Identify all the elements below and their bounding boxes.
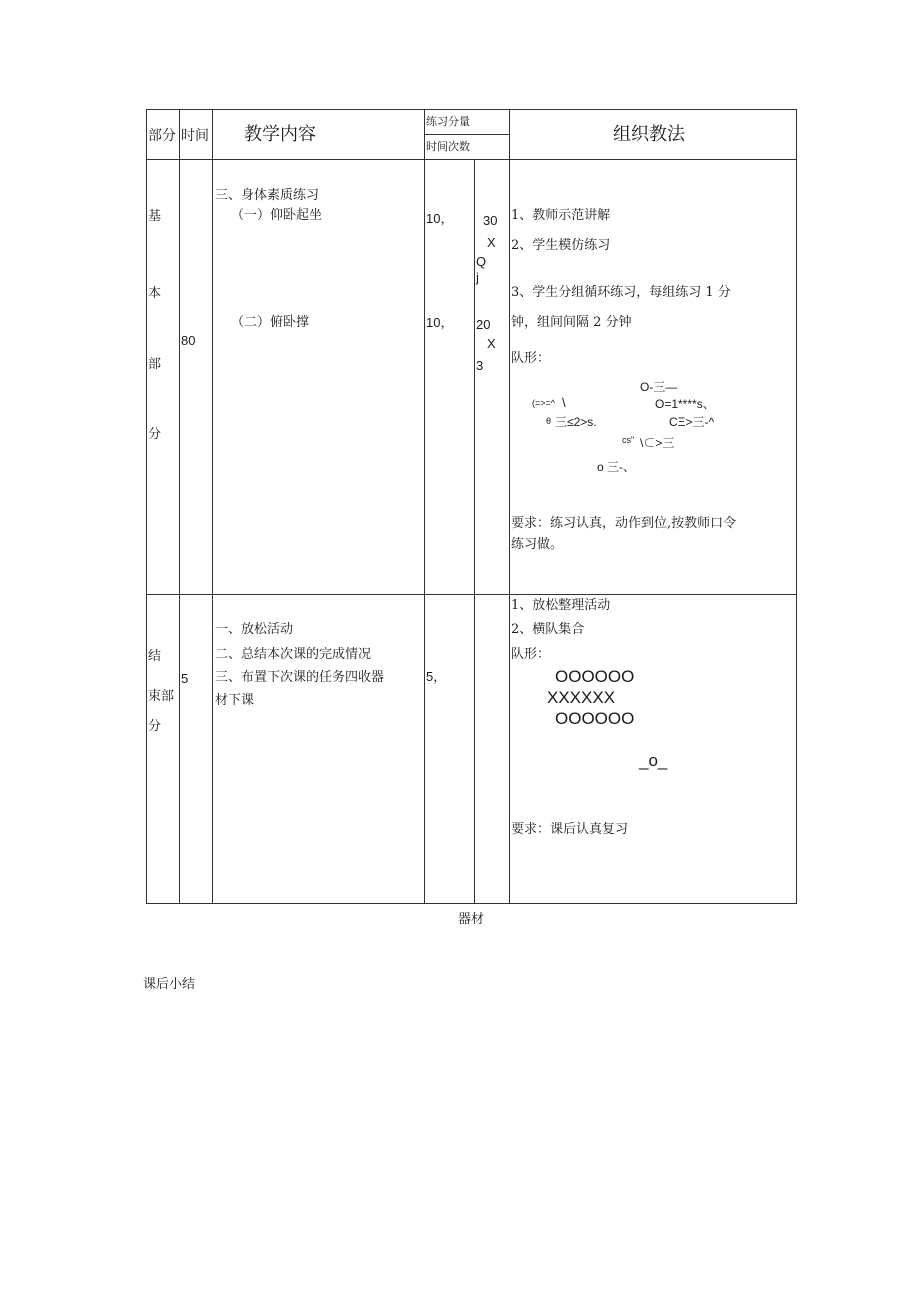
ending-formation-row-2: XXXXXX	[547, 688, 616, 707]
formation-line-6a: cs"	[622, 435, 635, 445]
basic-item2-count-3: 3	[476, 358, 484, 373]
ending-item-summary: 二、总结本次课的完成情况	[215, 647, 372, 662]
basic-time: 80	[181, 333, 196, 348]
basic-method-3-line1: 3、学生分组循环练习，每组练习 1 分	[511, 285, 731, 300]
basic-item1-count-3: Q	[476, 254, 487, 269]
header-practice-divider	[424, 134, 509, 135]
header-time: 时间	[181, 128, 209, 144]
formation-line-7: o 三-、	[597, 460, 636, 474]
ending-method-1: 1、放松整理活动	[511, 598, 611, 613]
col-divider-content-practice	[424, 109, 425, 904]
table-section-divider	[146, 594, 797, 595]
basic-part-char-4: 分	[148, 427, 162, 442]
formation-line-3: O=1****s、	[655, 397, 715, 411]
col-divider-practice-method	[509, 109, 510, 904]
table-border-right	[796, 109, 797, 904]
header-method: 组织教法	[613, 124, 685, 145]
col-divider-part-time	[179, 109, 180, 904]
basic-part-char-2: 本	[148, 286, 162, 301]
ending-requirement: 要求：课后认真复习	[511, 822, 629, 837]
basic-part-char-1: 基	[148, 209, 162, 224]
basic-requirement-line2: 练习做。	[511, 537, 564, 552]
table-border-bottom	[146, 903, 797, 904]
header-content: 教学内容	[244, 124, 316, 145]
basic-content-heading: 三、身体素质练习	[215, 188, 320, 203]
ending-item-time: 5，	[426, 669, 447, 684]
basic-method-2: 2、学生模仿练习	[511, 238, 611, 253]
formation-line-4a: θ	[546, 416, 552, 426]
ending-formation-row-3: OOOOOO	[555, 709, 635, 728]
ending-item-assign: 三、布置下次课的任务四收器	[215, 670, 385, 685]
col-divider-time-content	[212, 109, 213, 904]
ending-formation-label: 队形：	[511, 647, 551, 662]
basic-item1-count-2: X	[487, 235, 496, 250]
ending-method-2: 2、横队集合	[511, 622, 585, 637]
basic-method-1: 1、教师示范讲解	[511, 208, 611, 223]
basic-item-pushups: （二）俯卧撑	[231, 315, 310, 330]
formation-line-1: O-三—	[640, 380, 678, 394]
header-practice-count: 时间次数	[426, 140, 470, 153]
table-border-top	[146, 109, 797, 110]
basic-part-char-3: 部	[148, 357, 162, 372]
basic-item2-count-1: 20	[476, 317, 491, 332]
ending-item-relax: 一、放松活动	[215, 622, 294, 637]
ending-part-char-2: 束部	[148, 689, 175, 704]
basic-item1-time: 10，	[426, 211, 454, 226]
formation-line-6b: \⊂>三	[640, 436, 675, 450]
basic-method-3-line2: 钟，组间间隔 2 分钟	[511, 315, 632, 330]
basic-item-situps: （一）仰卧起坐	[231, 208, 323, 223]
header-part: 部分	[148, 128, 176, 144]
ending-formation-row-1: OOOOOO	[555, 667, 635, 686]
basic-formation-label: 队形：	[511, 351, 551, 366]
formation-line-4b: 三≤2>s.	[555, 415, 597, 429]
ending-formation-teacher: _o_	[639, 751, 668, 770]
basic-requirement-line1: 要求：练习认真，动作到位,按教师口令	[511, 516, 737, 531]
equipment-label: 器材	[458, 912, 485, 927]
lesson-summary-label: 课后小结	[143, 977, 196, 992]
basic-item1-count-4: j	[476, 270, 479, 285]
formation-line-2b: \	[562, 395, 566, 410]
basic-item2-count-2: X	[487, 336, 496, 351]
ending-time: 5	[181, 671, 189, 686]
header-practice-amount: 练习分量	[426, 115, 470, 128]
ending-part-char-1: 结	[148, 649, 162, 664]
ending-item-assign-cont: 材下课	[215, 693, 255, 708]
formation-line-5: CΞ>三-^	[669, 415, 715, 429]
table-header-divider	[146, 159, 797, 160]
basic-item1-count-1: 30	[483, 213, 498, 228]
basic-item2-time: 10，	[426, 315, 454, 330]
ending-part-char-3: 分	[148, 719, 162, 734]
col-divider-practice-inner	[474, 159, 475, 904]
formation-line-2a: (=>=^	[532, 398, 555, 408]
table-border-left	[146, 109, 147, 904]
